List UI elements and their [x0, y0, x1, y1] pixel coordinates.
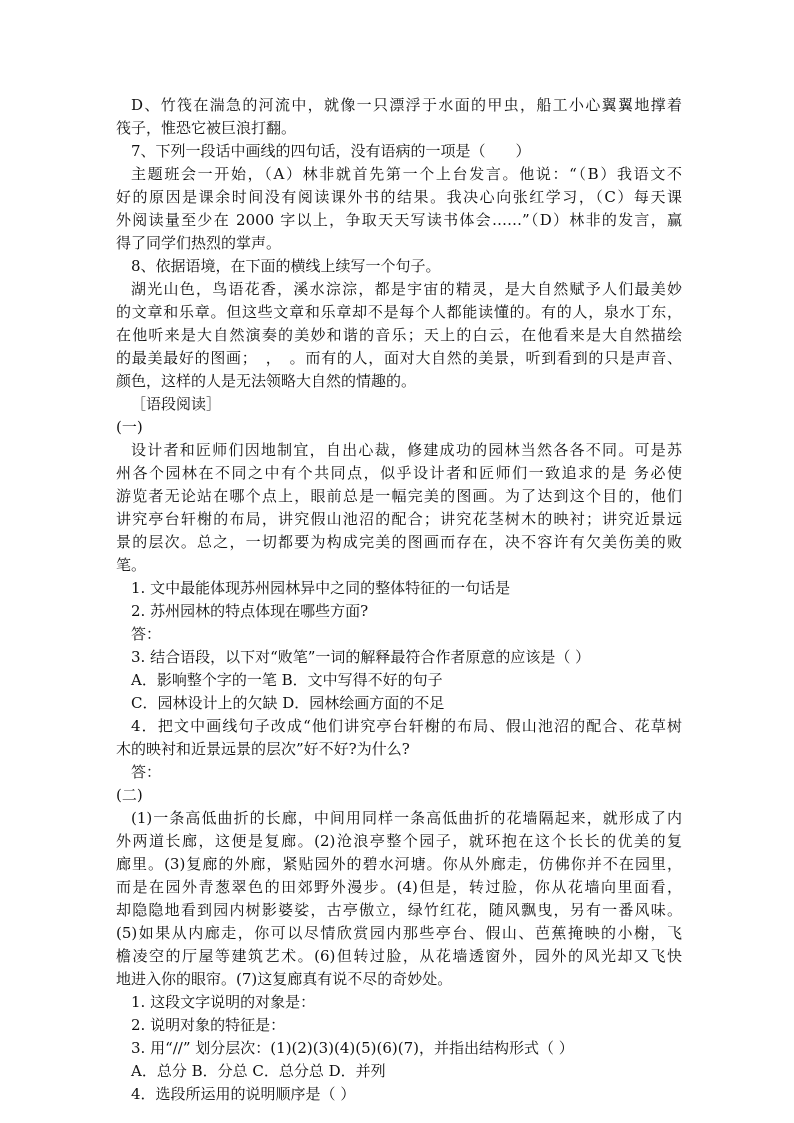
text-line: 颜色，这样的人是无法领略大自然的情趣的。 [116, 372, 417, 390]
text-line: 而是在园外青葱翠色的田郊野外漫步。(4)但是，转过脸，你从花墙向里面看， [116, 878, 682, 896]
text-line: 7、下列一段话中画线的四句话，没有语病的一项是（ ） [131, 142, 531, 160]
text-line: 筏子，惟恐它被巨浪打翻。 [116, 119, 297, 137]
text-line: (一) [116, 418, 143, 436]
text-line: 笔。 [116, 556, 147, 574]
text-line: 地进入你的眼帘。(7)这复廊真有说不尽的奇妙处。 [116, 970, 453, 988]
text-line: 州各个园林在不同之中有个共同点，似乎设计者和匠师们一致追求的是 务必使 [116, 464, 682, 482]
text-line: 的最美最好的图画； ， 。而有的人，面对大自然的美景，听到看到的只是声音、 [116, 349, 682, 367]
text-line: 外两道长廊，这便是复廊。(2)沧浪亭整个园子，就环抱在这个长长的优美的复 [116, 832, 682, 850]
text-line: 讲究亭台轩榭的布局，讲究假山池沼的配合；讲究花茎树木的映衬；讲究近景远 [116, 510, 682, 528]
text-line: 的文章和乐章。但这些文章和乐章却不是每个人都能读懂的。有的人，泉水丁东， [116, 303, 682, 321]
text-line: 答： [131, 625, 162, 643]
text-line: 廊里。(3)复廊的外廊，紧贴园外的碧水河塘。你从外廊走，仿佛你并不在园里， [116, 855, 682, 873]
text-line: 得了同学们热烈的掌声。 [116, 234, 282, 252]
text-line: C．园林设计上的欠缺 D．园林绘画方面的不足 [131, 694, 445, 712]
text-line: D、竹筏在湍急的河流中，就像一只漂浮于水面的甲虫，船工小心翼翼地撑着 [131, 96, 682, 114]
text-line: 4．把文中画线句子改成“他们讲究亭台轩榭的布局、假山池沼的配合、花草树 [131, 717, 682, 735]
text-line: 2. 苏州园林的特点体现在哪些方面? [131, 602, 369, 620]
text-line: 1. 这段文字说明的对象是： [131, 993, 316, 1011]
text-line: 湖光山色，鸟语花香，溪水淙淙，都是宇宙的精灵，是大自然赋予人们最美妙 [131, 280, 682, 298]
text-line: (二) [116, 786, 143, 804]
text-line: A．影响整个字的一笔 B．文中写得不好的句子 [131, 671, 443, 689]
text-line: 外阅读量至少在 2000 字以上，争取天天写读书体会……”（D）林非的发言，赢 [116, 211, 682, 229]
document-body [116, 94, 682, 1106]
text-line: 3. 用“//” 划分层次：(1)(2)(3)(4)(5)(6)(7)，并指出结构形式（ ） [131, 1039, 574, 1057]
text-line: 主题班会一开始，（A）林非就首先第一个上台发言。他说：“（B）我语文不 [131, 165, 682, 183]
text-line: 答： [131, 763, 162, 781]
text-line: 设计者和匠师们因地制宜，自出心裁，修建成功的园林当然各各不同。可是苏 [131, 441, 682, 459]
text-line: 景的层次。总之，一切都要为构成完美的图画而存在，决不容许有欠美伤美的败 [116, 533, 682, 551]
text-line: 1. 文中最能体现苏州园林异中之同的整体特征的一句话是 [131, 579, 511, 597]
text-line: (5)如果从内廊走，你可以尽情欣赏园内那些亭台、假山、芭蕉掩映的小榭，飞 [116, 924, 682, 942]
text-line: 却隐隐地看到园内树影婆娑，古亭傲立，绿竹红花，随风飘曳，另有一番风味。 [116, 901, 682, 919]
text-line: (1)一条高低曲折的长廊，中间用同样一条高低曲折的花墙隔起来，就形成了内 [131, 809, 682, 827]
text-line: 2. 说明对象的特征是： [131, 1016, 286, 1034]
text-line: 檐凌空的厅屋等建筑艺术。(6)但转过脸，从花墙透窗外，园外的风光却又飞快 [116, 947, 682, 965]
text-line: 游览者无论站在哪个点上，眼前总是一幅完美的图画。为了达到这个目的，他们 [116, 487, 682, 505]
text-line: 3. 结合语段，以下对“败笔”一词的解释最符合作者原意的应该是（ ） [131, 648, 591, 666]
text-line: ［语段阅读］ [131, 395, 222, 413]
text-line: 在他听来是大自然演奏的美妙和谐的音乐；天上的白云，在他看来是大自然描绘 [116, 326, 682, 344]
text-line: 木的映衬和近景远景的层次”好不好?为什么? [116, 740, 410, 758]
text-line: 4．选段所运用的说明顺序是（ ） [131, 1085, 356, 1103]
text-line: A．总分 B．分总 C．总分总 D．并列 [131, 1062, 386, 1080]
text-line: 8、依据语境，在下面的横线上续写一个句子。 [131, 257, 441, 275]
text-line: 好的原因是课余时间没有阅读课外书的结果。我决心向张红学习，（C）每天课 [116, 188, 682, 206]
